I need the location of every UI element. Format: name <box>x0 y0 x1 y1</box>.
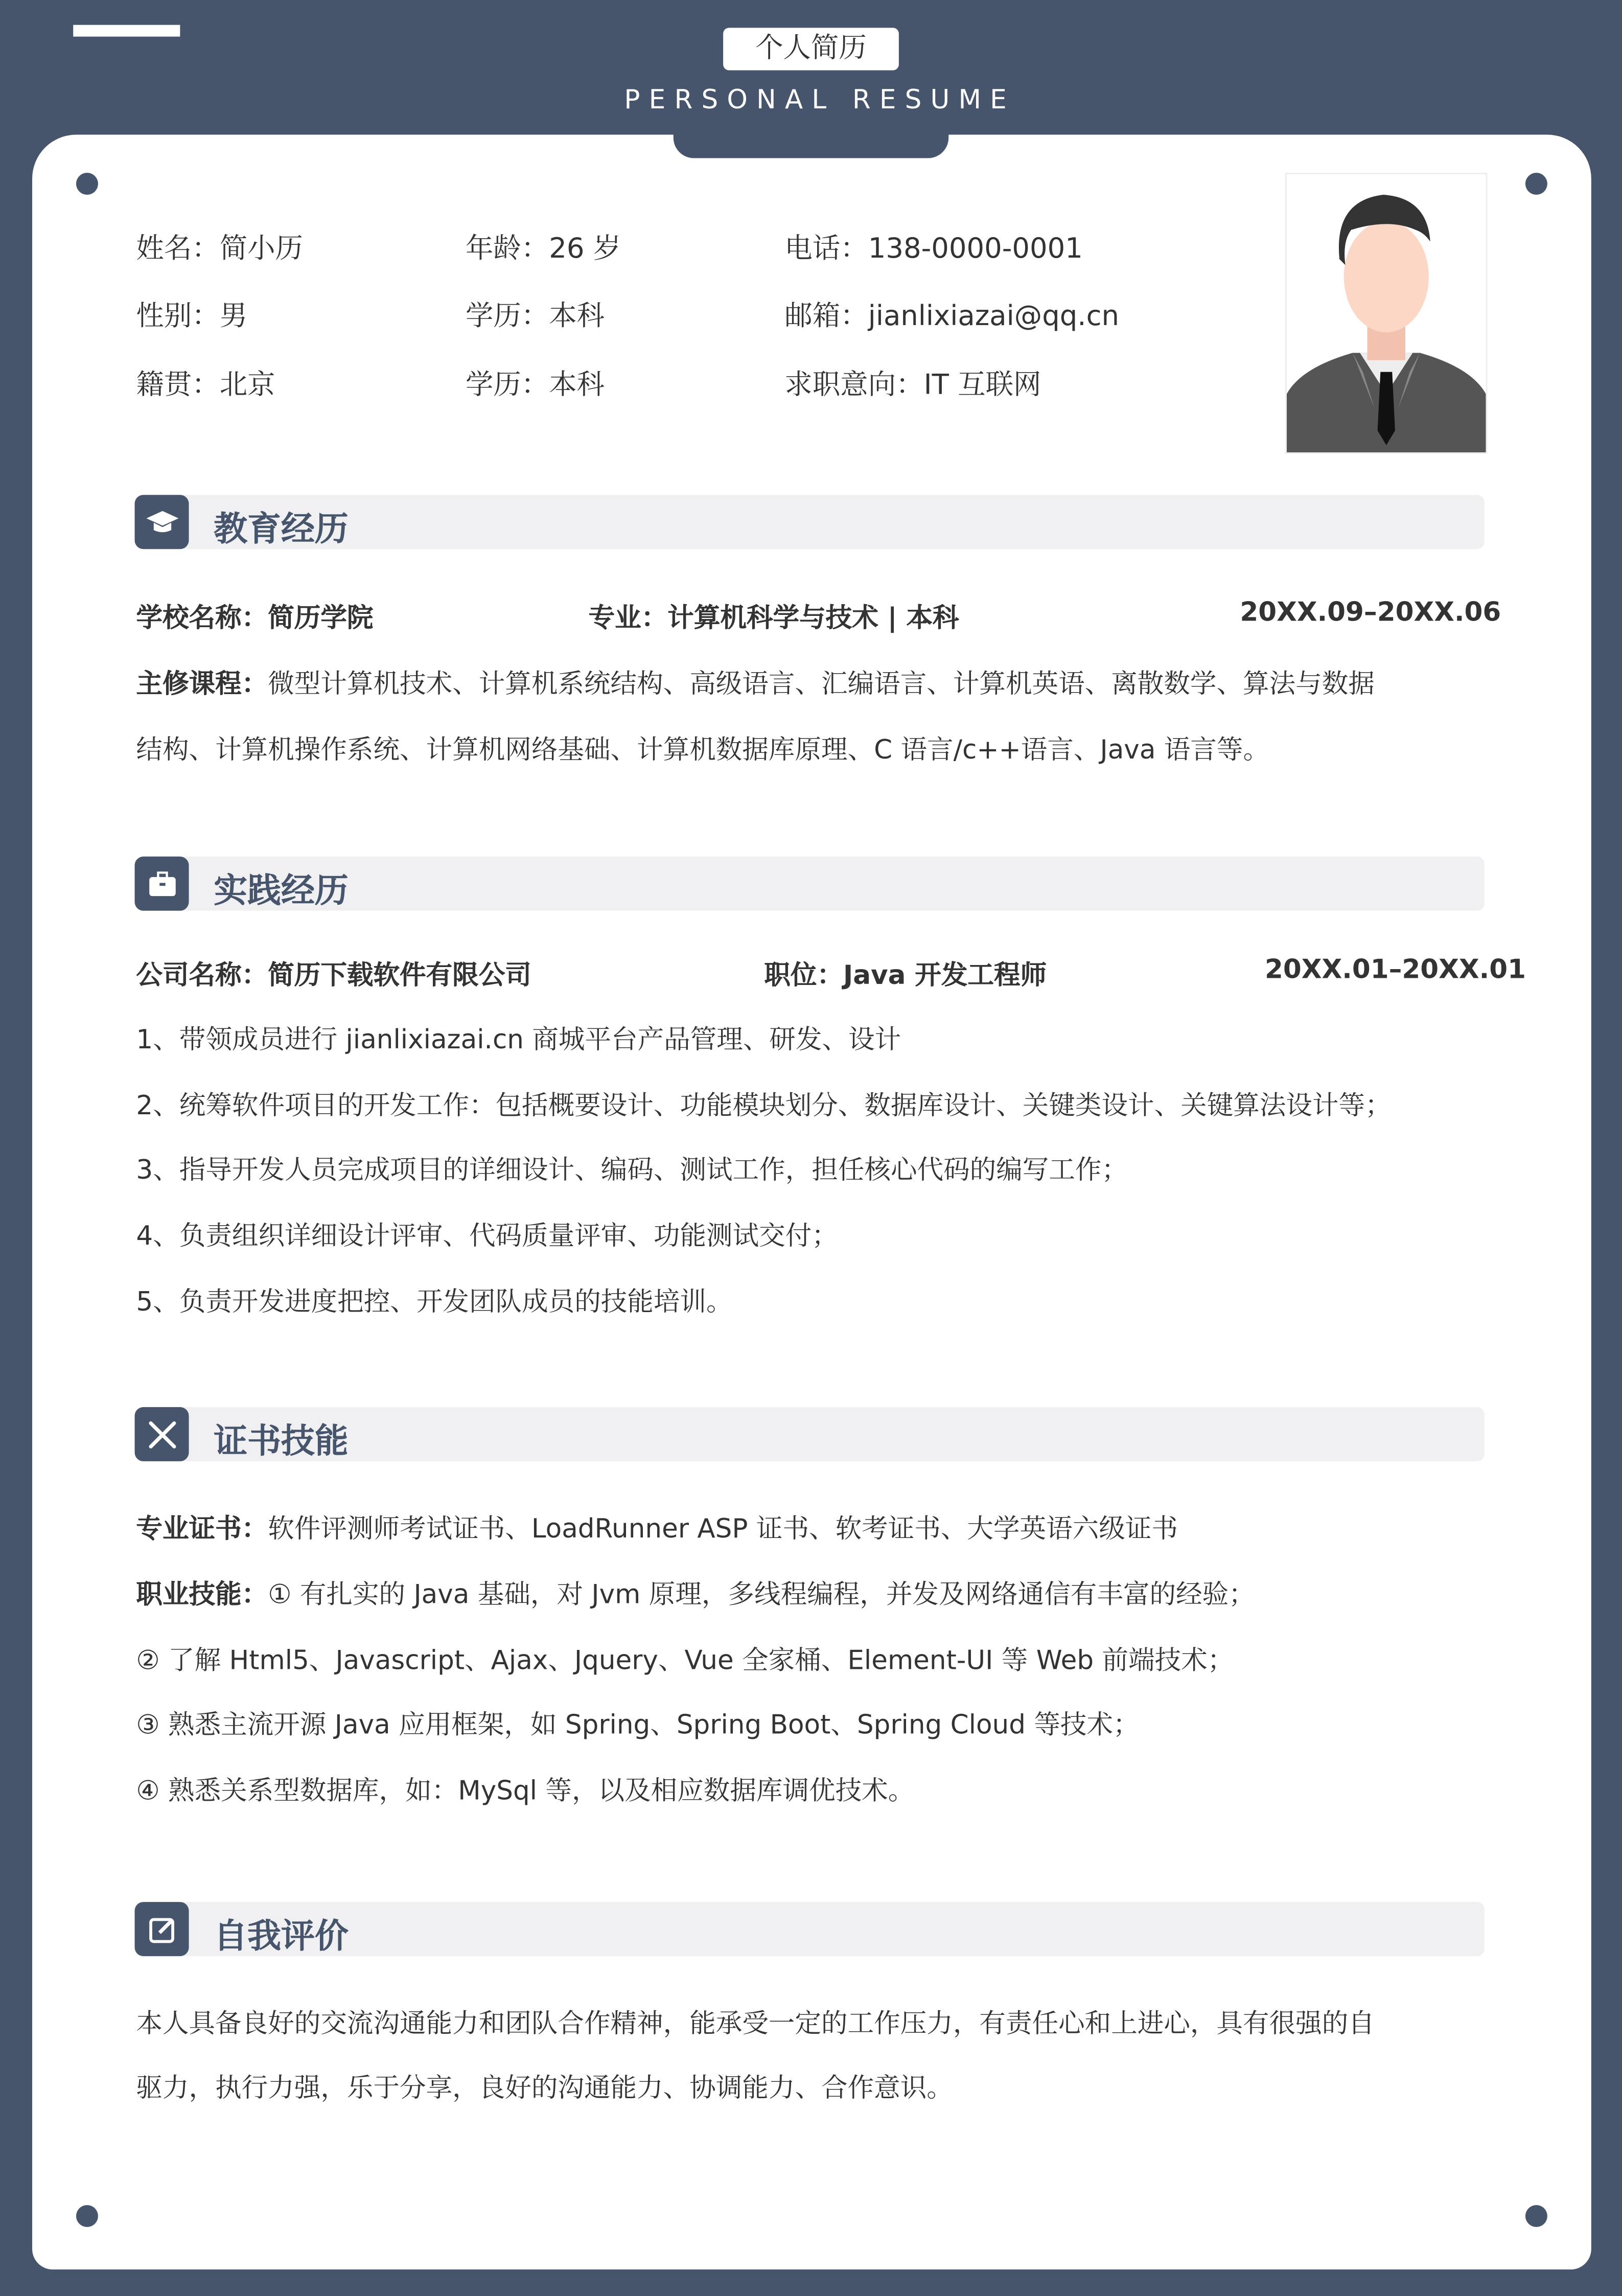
courses <box>136 663 1374 701</box>
briefcase-icon <box>135 857 189 911</box>
edit-icon <box>135 1902 189 1956</box>
info-name: 姓名：简小历 <box>136 233 304 265</box>
skill-text: ① 有扎实的 Java 基础，对 Jvm 原理，多线程编程，并发及网络通信有丰富的经验； <box>268 1579 1255 1611</box>
list-item: 4、负责组织详细设计评审、代码质量评审、功能测试交付； <box>136 1221 838 1252</box>
courses-text: 微型计算机技术、计算机系统结构、高级语言、汇编语言、计算机英语、离散数学、算法与数据 <box>268 669 1375 700</box>
cert-label: 专业证书： <box>136 1513 268 1545</box>
self-eval-line: 驱力，执行力强，乐于分享，良好的沟通能力、协调能力、合作意识。 <box>136 2073 953 2104</box>
info-education: 学历：本科 <box>465 300 605 333</box>
certificates <box>136 1508 1178 1546</box>
major: 专业：计算机科学与技术 | 本科 <box>588 603 959 634</box>
info-hometown: 籍贯：北京 <box>136 369 275 401</box>
courses-label: 主修课程： <box>136 669 268 700</box>
info-education-2: 学历：本科 <box>465 369 605 401</box>
info-phone: 电话：138-0000-0001 <box>784 233 1083 265</box>
dot-decoration <box>1525 173 1547 195</box>
decorative-bar <box>73 25 180 37</box>
list-item: ② 了解 Html5、Javascript、Ajax、Jquery、Vue 全家桶、Element-UI 等 Web 前端技术； <box>136 1645 1234 1677</box>
info-intent: 求职意向：IT 互联网 <box>784 369 1041 401</box>
dot-decoration <box>76 173 98 195</box>
title-en: PERSONAL RESUME <box>624 85 1015 116</box>
list-item: 5、负责开发进度把控、开发团队成员的技能培训。 <box>136 1287 733 1318</box>
list-item: 2、统筹软件项目的开发工作：包括概要设计、功能模块划分、数据库设计、关键类设计、关键算法设计等； <box>136 1091 1392 1122</box>
title-cn: 个人简历 <box>723 28 899 70</box>
self-eval-line: 本人具备良好的交流沟通能力和团队合作精神，能承受一定的工作压力，有责任心和上进心，具有很强的自 <box>136 2009 1375 2040</box>
section-title: 教育经历 <box>214 511 349 549</box>
practice-period: 20XX.01–20XX.01 <box>1265 954 1526 985</box>
tools-icon <box>135 1407 189 1461</box>
school-name: 学校名称：简历学院 <box>136 603 374 634</box>
cert-text: 软件评测师考试证书、LoadRunner ASP 证书、软考证书、大学英语六级证书 <box>268 1513 1178 1545</box>
avatar-photo <box>1285 173 1487 454</box>
info-gender: 性别：男 <box>136 300 248 333</box>
dot-decoration <box>1525 2205 1547 2227</box>
company-name: 公司名称：简历下载软件有限公司 <box>136 960 531 992</box>
list-item: ③ 熟悉主流开源 Java 应用框架，如 Spring、Spring Boot、Spring Cloud 等技术； <box>136 1710 1140 1741</box>
dot-decoration <box>76 2205 98 2227</box>
position: 职位：Java 开发工程师 <box>764 960 1047 992</box>
skills <box>136 1574 1255 1612</box>
info-age: 年龄：26 岁 <box>465 233 621 265</box>
section-title: 实践经历 <box>214 873 349 911</box>
card-notch <box>674 135 949 158</box>
section-title: 证书技能 <box>214 1423 349 1461</box>
courses-line-2: 结构、计算机操作系统、计算机网络基础、计算机数据库原理、C 语言/c++语言、Java 语言等。 <box>136 735 1270 766</box>
graduation-cap-icon <box>135 495 189 549</box>
list-item: ④ 熟悉关系型数据库，如：MySql 等，以及相应数据库调优技术。 <box>136 1776 915 1807</box>
section-title: 自我评价 <box>214 1918 349 1957</box>
list-item: 3、指导开发人员完成项目的详细设计、编码、测试工作，担任核心代码的编写工作； <box>136 1155 1128 1186</box>
edu-period: 20XX.09–20XX.06 <box>1240 597 1501 628</box>
list-item: 1、带领成员进行 jianlixiazai.cn 商城平台产品管理、研发、设计 <box>136 1025 901 1056</box>
skill-label: 职业技能： <box>136 1579 268 1611</box>
info-email: 邮箱：jianlixiazai@qq.cn <box>784 300 1120 333</box>
